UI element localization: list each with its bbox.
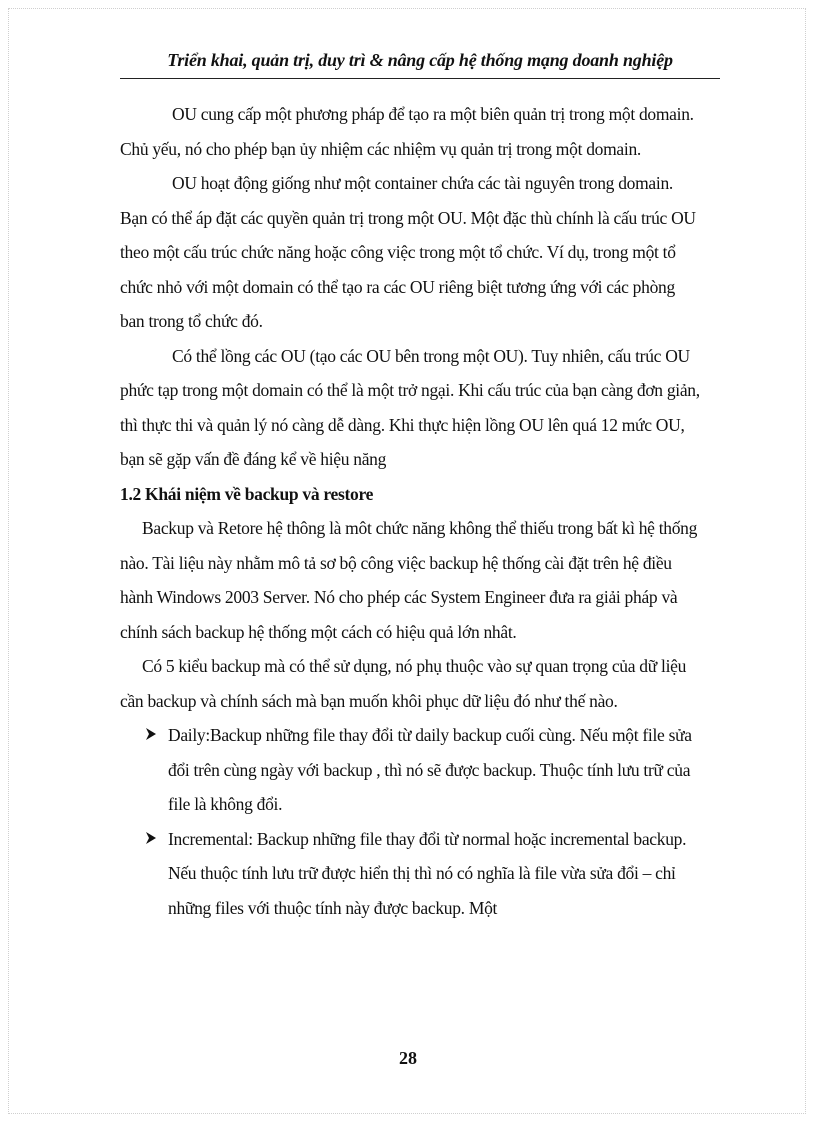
header-rule xyxy=(120,78,720,79)
paragraph-ou-intro: OU cung cấp một phương pháp để tạo ra một biên quản trị trong một domain. Chủ yếu, nó cho phép bạn ủy nhiệm các nhiệm vụ quản trị trong một domain. xyxy=(120,104,694,159)
paragraph-backup-intro: Backup và Retore hệ thông là môt chức năng không thể thiếu trong bất kì hệ thống nào. Tài liệu này nhằm mô tả sơ bộ công việc backup hệ thống cài đặt trên hệ điều hành Windows 2003 Server. Nó cho phép các System Engineer đưa ra giải pháp và chính sách backup hệ thống một cách có hiệu quả lớn nhât. xyxy=(120,518,698,642)
paragraph-ou-container: OU hoạt động giống như một container chứa các tài nguyên trong domain. Bạn có thể áp đặt các quyền quản trị trong một OU. Một đặc thù chính là cấu trúc OU theo một cấu trúc chức năng hoặc công việc trong một tổ chức. Ví dụ, trong một tổ chức nhỏ với một domain có thể tạo ra các OU riêng biệt tương ứng với các phòng ban trong tổ chức đó. xyxy=(120,173,696,331)
bullet-item-daily xyxy=(120,718,700,822)
running-header: Triển khai, quản trị, duy trì & nâng cấp hệ thống mạng doanh nghiệp xyxy=(167,50,673,70)
bullet-text-daily: Daily:Backup những file thay đổi từ daily backup cuối cùng. Nếu một file sửa đổi trên cùng ngày với backup , thì nó sẽ được backup. Thuộc tính lưu trữ của file là không đổi. xyxy=(168,725,692,814)
bullet-item-incremental xyxy=(120,822,700,926)
page-number: 28 xyxy=(399,1048,417,1068)
paragraph-backup-types: Có 5 kiểu backup mà có thể sử dụng, nó phụ thuộc vào sự quan trọng của dữ liệu cần backup và chính sách mà bạn muốn khôi phục dữ liệu đó như thế nào. xyxy=(120,656,687,711)
paragraph-ou-nesting: Có thể lồng các OU (tạo các OU bên trong một OU). Tuy nhiên, cấu trúc OU phức tạp trong một domain có thể là một trở ngại. Khi cấu trúc của bạn càng đơn giản, thì thực thi và quản lý nó càng dễ dàng. Khi thực hiện lồng OU lên quá 12 mức OU, bạn sẽ gặp vấn đề đáng kể về hiệu năng xyxy=(120,345,700,469)
page-content xyxy=(120,97,700,925)
arrow-bullet-icon xyxy=(144,718,158,753)
section-heading: 1.2 Khái niệm về backup và restore xyxy=(120,483,374,504)
bullet-text-incremental: Incremental: Backup những file thay đổi từ normal hoặc incremental backup. Nếu thuộc tính lưu trữ được hiển thị thì nó có nghĩa là file vừa sửa đổi – chỉ những files với thuộc tính này được backup. Một xyxy=(168,828,687,918)
arrow-bullet-icon xyxy=(144,822,158,857)
